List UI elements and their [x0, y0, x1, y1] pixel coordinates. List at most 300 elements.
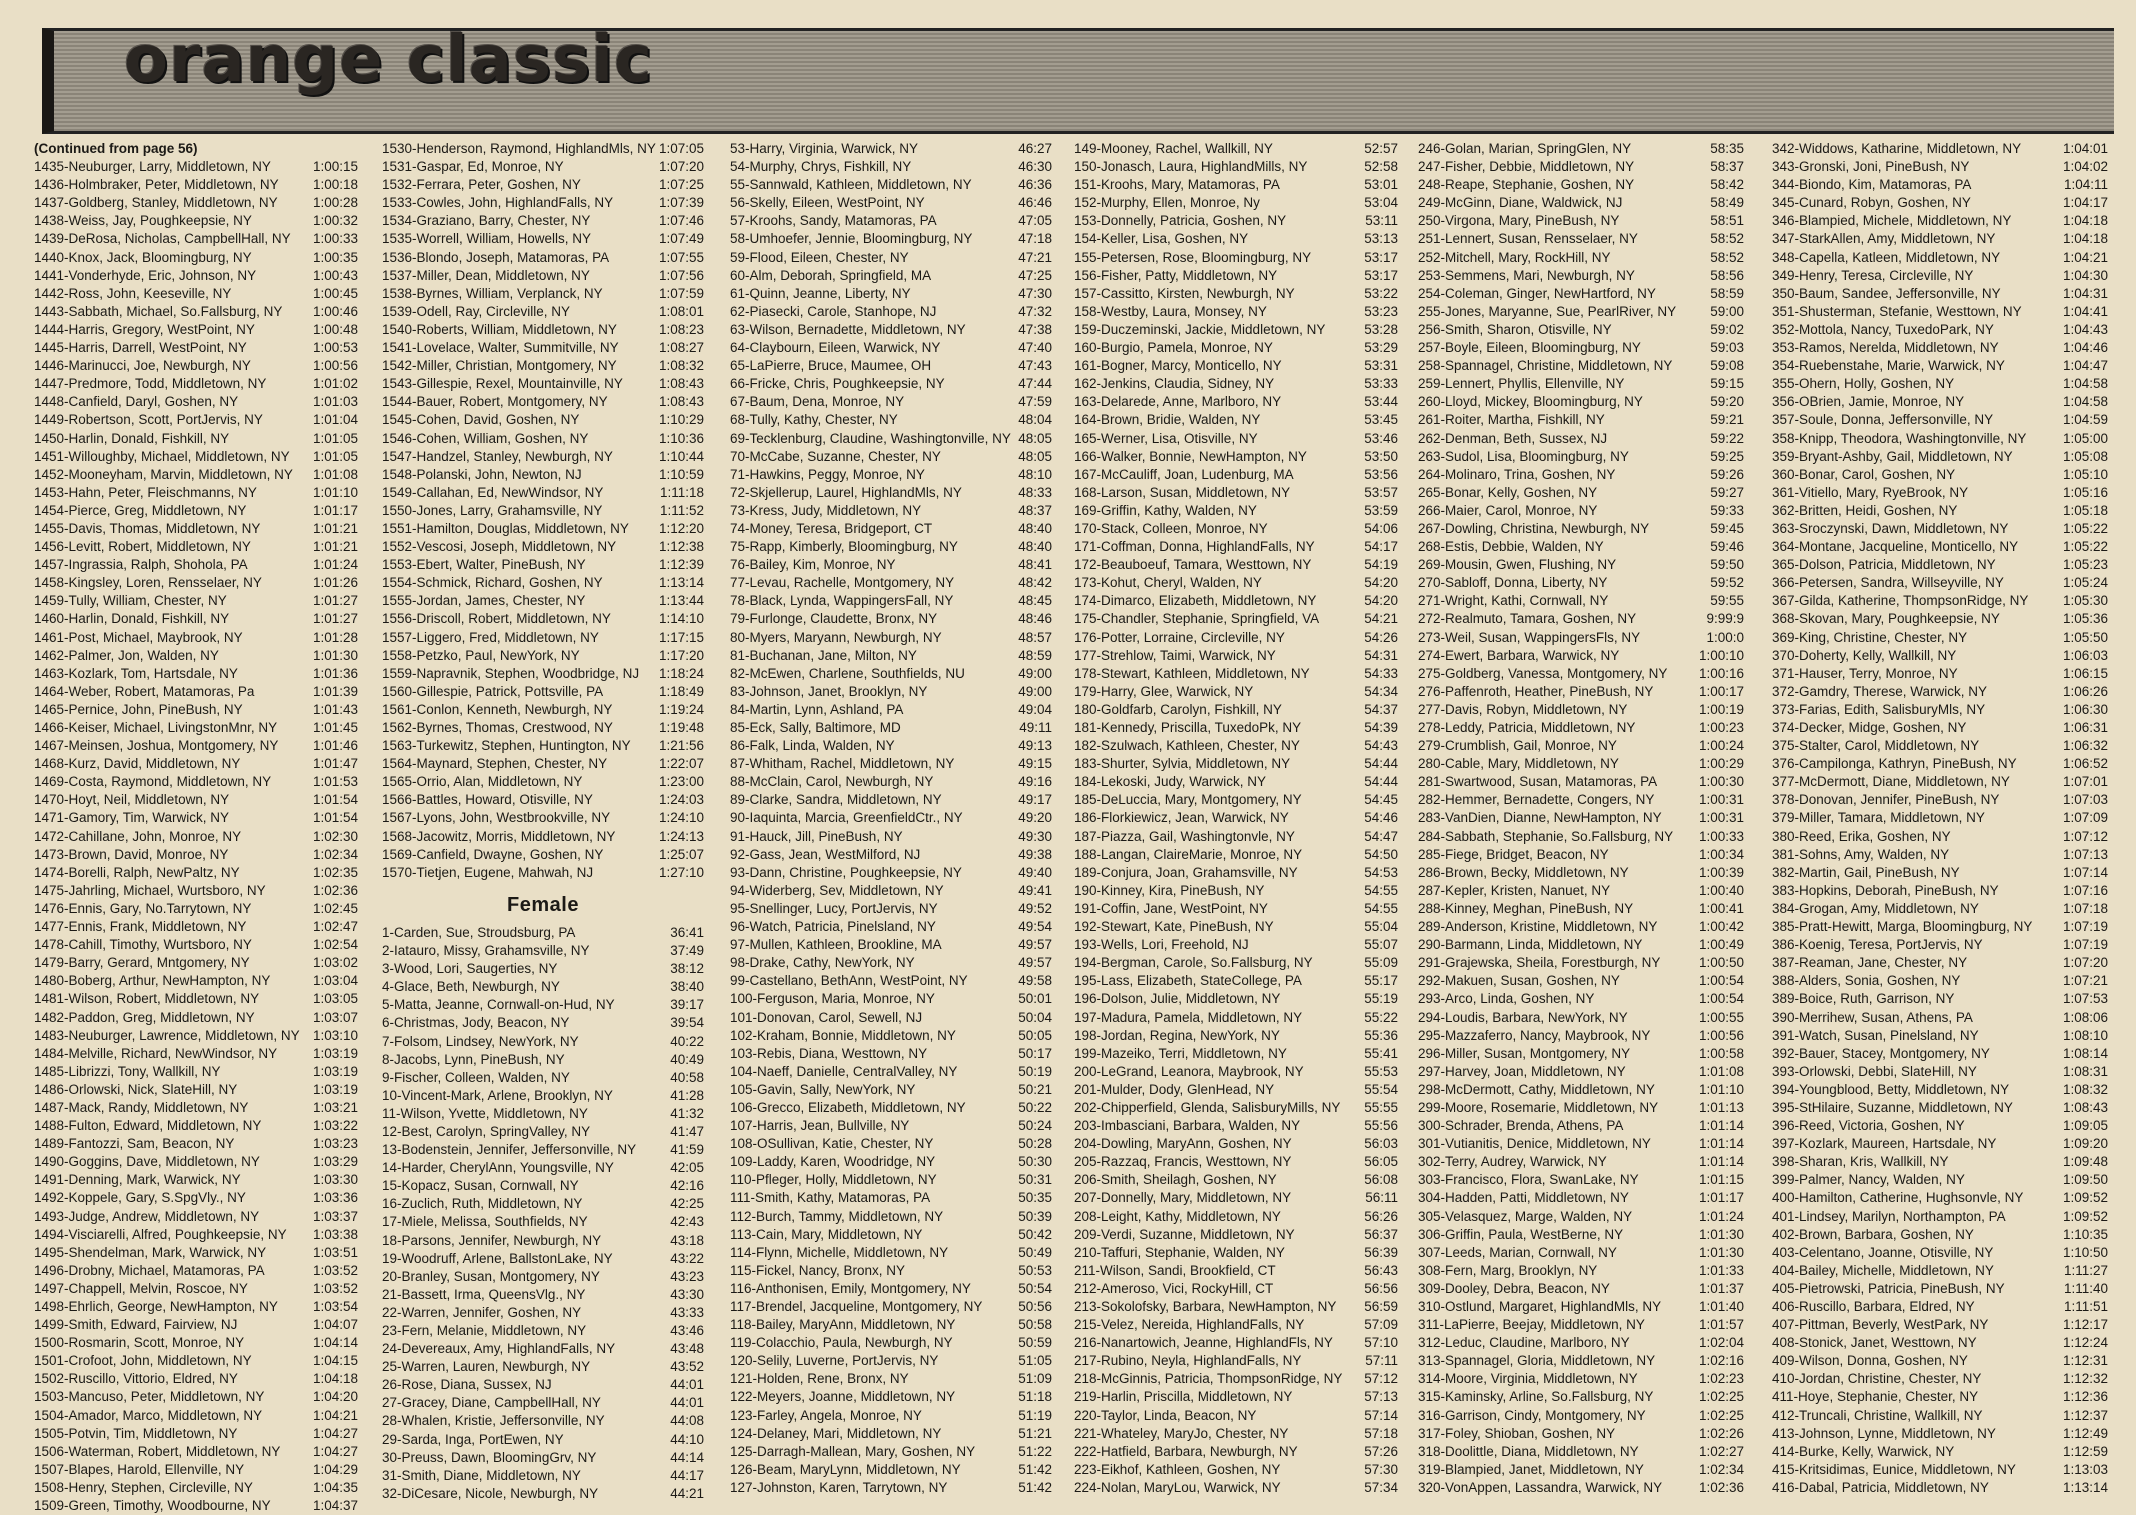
result-row [1418, 1226, 1744, 1244]
runner-entry: 376-Campilonga, Kathryn, PineBush, NY [1772, 756, 2017, 772]
finish-time: 48:10 [1018, 466, 1052, 482]
finish-time: 1:05:30 [2062, 593, 2108, 609]
finish-time: 1:18:24 [658, 665, 704, 681]
finish-time: 58:35 [1710, 141, 1744, 156]
finish-time: 58:52 [1710, 231, 1744, 247]
runner-entry: 198-Jordan, Regina, NewYork, NY [1074, 1027, 1280, 1043]
runner-entry: 63-Wilson, Bernadette, Middletown, NY [730, 321, 966, 337]
finish-time: 54:33 [1364, 665, 1398, 681]
finish-time: 59:22 [1710, 430, 1744, 446]
finish-time: 41:28 [670, 1087, 704, 1103]
result-row [1418, 918, 1744, 936]
result-row [1418, 1135, 1744, 1153]
finish-time: 44:10 [670, 1431, 704, 1447]
result-row [1772, 972, 2108, 990]
runner-entry: 410-Jordan, Christine, Chester, NY [1772, 1371, 1982, 1387]
runner-entry: 206-Smith, Sheilagh, Goshen, NY [1074, 1172, 1277, 1188]
runner-entry: 1435-Neuburger, Larry, Middletown, NY [34, 159, 271, 175]
finish-time: 44:08 [670, 1413, 704, 1429]
finish-time: 1:23:00 [658, 774, 704, 790]
finish-time: 56:39 [1364, 1244, 1398, 1260]
finish-time: 1:05:08 [2062, 448, 2108, 464]
runner-entry: 158-Westby, Laura, Monsey, NY [1074, 303, 1267, 319]
finish-time: 50:39 [1018, 1208, 1052, 1224]
runner-entry: 222-Hatfield, Barbara, Newburgh, NY [1074, 1443, 1298, 1459]
runner-entry: 274-Ewert, Barbara, Warwick, NY [1418, 647, 1620, 663]
result-row [382, 448, 704, 466]
finish-time: 58:49 [1710, 195, 1744, 211]
finish-time: 1:01:14 [1698, 1118, 1744, 1134]
finish-time: 1:24:03 [658, 792, 704, 808]
runner-entry: 112-Burch, Tammy, Middletown, NY [730, 1208, 944, 1224]
result-row [730, 1009, 1052, 1027]
result-row [382, 1177, 704, 1195]
finish-time: 54:53 [1364, 864, 1398, 880]
result-row [1074, 972, 1398, 990]
finish-time: 53:46 [1364, 430, 1398, 446]
runner-entry: 93-Dann, Christine, Poughkeepsie, NY [730, 864, 962, 880]
runner-entry: 1539-Odell, Ray, Circleville, NY [382, 303, 571, 319]
runner-entry: 67-Baum, Dena, Monroe, NY [730, 394, 905, 410]
finish-time: 1:01:28 [312, 629, 358, 645]
runner-entry: 371-Hauser, Terry, Monroe, NY [1772, 665, 1958, 681]
runner-entry: 170-Stack, Colleen, Monroe, NY [1074, 520, 1268, 536]
result-row [730, 176, 1052, 194]
finish-time: 1:02:27 [1698, 1443, 1744, 1459]
result-row [1074, 791, 1398, 809]
finish-time: 58:51 [1710, 213, 1744, 229]
result-row [1418, 990, 1744, 1008]
result-row [1772, 430, 2108, 448]
result-row [34, 303, 358, 321]
runner-entry: 1444-Harris, Gregory, WestPoint, NY [34, 321, 255, 337]
finish-time: 1:13:44 [658, 593, 704, 609]
finish-time: 1:04:11 [2063, 177, 2108, 193]
result-row [1418, 882, 1744, 900]
result-row [1074, 1153, 1398, 1171]
result-row [730, 448, 1052, 466]
runner-entry: 307-Leeds, Marian, Cornwall, NY [1418, 1244, 1617, 1260]
result-row [1772, 176, 2108, 194]
finish-time: 1:19:24 [658, 701, 704, 717]
result-row [34, 629, 358, 647]
result-row [730, 647, 1052, 665]
finish-time: 1:27:10 [658, 864, 704, 880]
runner-entry: 1494-Visciarelli, Alfred, Poughkeepsie, NY [34, 1226, 287, 1242]
finish-time: 1:02:34 [1698, 1461, 1744, 1477]
finish-time: 1:13:14 [658, 575, 704, 591]
runner-entry: 1438-Weiss, Jay, Poughkeepsie, NY [34, 213, 252, 229]
runner-entry: 354-Ruebenstahe, Marie, Warwick, NY [1772, 358, 2005, 374]
runner-entry: 1481-Wilson, Robert, Middletown, NY [34, 991, 260, 1007]
result-row [382, 755, 704, 773]
runner-entry: 119-Colacchio, Paula, Newburgh, NY [730, 1335, 953, 1351]
result-row [34, 1153, 358, 1171]
finish-time: 1:07:20 [2062, 955, 2108, 971]
result-row [1074, 303, 1398, 321]
finish-time: 50:35 [1018, 1190, 1052, 1206]
result-row [1772, 864, 2108, 882]
result-row [34, 1298, 358, 1316]
finish-time: 1:12:17 [2062, 1317, 2108, 1333]
runner-entry: 20-Branley, Susan, Montgomery, NY [382, 1268, 600, 1284]
result-row [1074, 610, 1398, 628]
finish-time: 1:02:16 [1698, 1353, 1744, 1369]
result-row [1772, 375, 2108, 393]
result-row [1418, 1208, 1744, 1226]
runner-entry: 295-Mazzaferro, Nancy, Maybrook, NY [1418, 1027, 1651, 1043]
result-row [1772, 1135, 2108, 1153]
result-row [382, 719, 704, 737]
results-column-4 [1074, 140, 1398, 1497]
result-row [1772, 1316, 2108, 1334]
result-row [34, 809, 358, 827]
result-row [1772, 1027, 2108, 1045]
result-row [382, 864, 704, 882]
finish-time: 50:04 [1018, 1009, 1052, 1025]
result-row [730, 1099, 1052, 1117]
result-row [1074, 1063, 1398, 1081]
result-row [382, 610, 704, 628]
runner-entry: 300-Schrader, Brenda, Athens, PA [1418, 1118, 1624, 1134]
result-row [1418, 1244, 1744, 1262]
finish-time: 47:43 [1018, 358, 1052, 374]
result-row [34, 846, 358, 864]
result-row [34, 1099, 358, 1117]
result-row [1418, 791, 1744, 809]
result-row [34, 900, 358, 918]
result-row [1772, 900, 2108, 918]
finish-time: 49:16 [1018, 774, 1052, 790]
runner-entry: 1454-Pierce, Greg, Middletown, NY [34, 502, 247, 518]
result-row [1772, 773, 2108, 791]
result-row [730, 1370, 1052, 1388]
runner-entry: 1492-Koppele, Gary, S.SpgVly., NY [34, 1190, 246, 1206]
result-row [382, 1467, 704, 1485]
finish-time: 50:59 [1018, 1335, 1052, 1351]
result-row [1074, 556, 1398, 574]
runner-entry: 85-Eck, Sally, Baltimore, MD [730, 720, 901, 735]
result-row [382, 1213, 704, 1231]
result-row [382, 176, 704, 194]
runner-entry: 117-Brendel, Jacqueline, Montgomery, NY [730, 1299, 983, 1314]
finish-time: 1:07:14 [2062, 864, 2108, 880]
finish-time: 1:04:41 [2062, 303, 2108, 319]
result-row [1772, 1189, 2108, 1207]
result-row [34, 1461, 358, 1479]
finish-time: 54:17 [1364, 539, 1398, 555]
finish-time: 43:23 [670, 1268, 704, 1284]
result-row [34, 574, 358, 592]
runner-entry: 379-Miller, Tamara, Middletown, NY [1772, 810, 1985, 826]
result-row [382, 158, 704, 176]
runner-entry: 211-Wilson, Sandi, Brookfield, CT [1074, 1262, 1276, 1278]
finish-time: 1:01:14 [1698, 1136, 1744, 1152]
runner-entry: 182-Szulwach, Kathleen, Chester, NY [1074, 738, 1300, 754]
result-row [1418, 230, 1744, 248]
finish-time: 53:01 [1364, 177, 1398, 193]
finish-time: 1:08:23 [658, 321, 704, 337]
finish-time: 1:06:26 [2062, 683, 2108, 699]
result-row [730, 900, 1052, 918]
finish-time: 54:19 [1364, 557, 1398, 573]
finish-time: 59:08 [1710, 358, 1744, 374]
runner-entry: 1467-Meinsen, Joshua, Montgomery, NY [34, 738, 279, 754]
finish-time: 1:00:54 [1698, 991, 1744, 1007]
result-row [382, 1250, 704, 1268]
result-row [730, 972, 1052, 990]
runner-entry: 1474-Borelli, Ralph, NewPaltz, NY [34, 864, 240, 880]
finish-time: 50:28 [1018, 1136, 1052, 1152]
runner-entry: 368-Skovan, Mary, Poughkeepsie, NY [1772, 611, 2000, 627]
finish-time: 40:58 [670, 1069, 704, 1085]
finish-time: 39:17 [670, 997, 704, 1013]
runner-entry: 26-Rose, Diana, Sussex, NJ [382, 1377, 552, 1393]
finish-time: 1:01:08 [1698, 1063, 1744, 1079]
result-row [730, 430, 1052, 448]
runner-entry: 266-Maier, Carol, Monroe, NY [1418, 502, 1598, 518]
result-row [1074, 267, 1398, 285]
finish-time: 44:14 [670, 1449, 704, 1465]
finish-time: 1:01:10 [312, 484, 358, 500]
finish-time: 54:20 [1364, 575, 1398, 591]
finish-time: 47:44 [1018, 376, 1052, 392]
runner-entry: 1476-Ennis, Gary, No.Tarrytown, NY [34, 900, 252, 916]
finish-time: 1:04:47 [2062, 358, 2108, 374]
runner-entry: 362-Britten, Heidi, Goshen, NY [1772, 502, 1958, 518]
runner-entry: 106-Grecco, Elizabeth, Middletown, NY [730, 1099, 966, 1115]
result-row [34, 972, 358, 990]
runner-entry: 373-Farias, Edith, SalisburyMls, NY [1772, 701, 1986, 717]
finish-time: 53:45 [1364, 412, 1398, 428]
finish-time: 1:03:07 [312, 1009, 358, 1025]
result-row [1074, 321, 1398, 339]
result-row [382, 1358, 704, 1376]
finish-time: 52:57 [1364, 141, 1398, 156]
runner-entry: 369-King, Christine, Chester, NY [1772, 629, 1968, 645]
runner-entry: 188-Langan, ClaireMarie, Monroe, NY [1074, 846, 1303, 862]
result-row [34, 502, 358, 520]
finish-time: 42:43 [670, 1214, 704, 1230]
result-row [1772, 683, 2108, 701]
result-row [1074, 574, 1398, 592]
finish-time: 49:04 [1018, 701, 1052, 717]
result-row [1772, 1099, 2108, 1117]
runner-entry: 105-Gavin, Sally, NewYork, NY [730, 1081, 916, 1097]
result-row [730, 321, 1052, 339]
result-row [1772, 1171, 2108, 1189]
result-row [1418, 538, 1744, 556]
result-row [382, 212, 704, 230]
finish-time: 1:06:52 [2062, 756, 2108, 772]
result-row [34, 212, 358, 230]
result-row [1418, 1370, 1744, 1388]
finish-time: 50:58 [1018, 1317, 1052, 1333]
finish-time: 48:40 [1018, 539, 1052, 555]
runner-entry: 91-Hauck, Jill, PineBush, NY [730, 828, 903, 844]
finish-time: 48:45 [1018, 593, 1052, 609]
result-row [1074, 918, 1398, 936]
runner-entry: 350-Baum, Sandee, Jeffersonville, NY [1772, 285, 2001, 301]
finish-time: 1:00:17 [1698, 683, 1744, 699]
runner-entry: 221-Whateley, MaryJo, Chester, NY [1074, 1425, 1289, 1441]
runner-entry: 283-VanDien, Dianne, NewHampton, NY [1418, 810, 1662, 826]
result-row [1418, 1117, 1744, 1135]
result-row [1772, 1117, 2108, 1135]
finish-time: 49:11 [1019, 720, 1052, 735]
result-row [34, 737, 358, 755]
runner-entry: 27-Gracey, Diane, CampbellHall, NY [382, 1395, 601, 1411]
result-row [382, 194, 704, 212]
runner-entry: 154-Keller, Lisa, Goshen, NY [1074, 231, 1249, 247]
finish-time: 1:01:33 [1698, 1262, 1744, 1278]
runner-entry: 99-Castellano, BethAnn, WestPoint, NY [730, 973, 968, 989]
runner-entry: 1440-Knox, Jack, Bloomingburg, NY [34, 249, 252, 265]
finish-time: 47:38 [1018, 321, 1052, 337]
result-row [34, 249, 358, 267]
result-row [34, 194, 358, 212]
result-row [1772, 1009, 2108, 1027]
runner-entry: 399-Palmer, Nancy, Walden, NY [1772, 1172, 1965, 1188]
result-row [1418, 1009, 1744, 1027]
runner-entry: 1569-Canfield, Dwayne, Goshen, NY [382, 846, 604, 862]
result-row [34, 990, 358, 1008]
runner-entry: 1540-Roberts, William, Middletown, NY [382, 321, 617, 337]
result-row [730, 1117, 1052, 1135]
finish-time: 1:03:21 [312, 1099, 358, 1115]
result-row [730, 1081, 1052, 1099]
result-row [1418, 1298, 1744, 1316]
result-row [34, 791, 358, 809]
finish-time: 57:18 [1364, 1425, 1398, 1441]
result-row [730, 249, 1052, 267]
runner-entry: 184-Lekoski, Judy, Warwick, NY [1074, 774, 1267, 790]
runner-entry: 1552-Vescosi, Joseph, Middletown, NY [382, 539, 617, 555]
finish-time: 1:01:37 [1698, 1280, 1744, 1296]
result-row [1418, 1352, 1744, 1370]
result-row [1772, 755, 2108, 773]
finish-time: 1:03:23 [312, 1136, 358, 1152]
result-row [730, 230, 1052, 248]
result-row [34, 1135, 358, 1153]
runner-entry: 4-Glace, Beth, Newburgh, NY [382, 979, 560, 995]
result-row [34, 357, 358, 375]
result-row [382, 1394, 704, 1412]
runner-entry: 1509-Green, Timothy, Woodbourne, NY [34, 1498, 271, 1514]
result-row [382, 556, 704, 574]
result-row [1772, 1262, 2108, 1280]
result-row [382, 249, 704, 267]
result-row [1074, 194, 1398, 212]
finish-time: 1:01:30 [1698, 1244, 1744, 1260]
finish-time: 1:10:36 [658, 430, 704, 446]
runner-entry: 1500-Rosmarin, Scott, Monroe, NY [34, 1335, 245, 1351]
finish-time: 53:50 [1364, 448, 1398, 464]
runner-entry: 346-Blampied, Michele, Middletown, NY [1772, 213, 2012, 229]
finish-time: 49:52 [1018, 900, 1052, 916]
finish-time: 1:04:21 [2062, 249, 2108, 265]
result-row [34, 1171, 358, 1189]
result-row [1418, 629, 1744, 647]
result-row [730, 665, 1052, 683]
runner-entry: 390-Merrihew, Susan, Athens, PA [1772, 1009, 1973, 1025]
runner-entry: 247-Fisher, Debbie, Middletown, NY [1418, 159, 1635, 175]
runner-entry: 66-Fricke, Chris, Poughkeepsie, NY [730, 376, 945, 392]
runner-entry: 159-Duczeminski, Jackie, Middletown, NY [1074, 321, 1326, 337]
finish-time: 58:52 [1710, 249, 1744, 265]
result-row [34, 339, 358, 357]
runner-entry: 1566-Battles, Howard, Otisville, NY [382, 792, 593, 808]
runner-entry: 200-LeGrand, Leanora, Maybrook, NY [1074, 1063, 1304, 1079]
runner-entry: 1508-Henry, Stephen, Circleville, NY [34, 1479, 253, 1495]
runner-entry: 65-LaPierre, Bruce, Maumee, OH [730, 358, 932, 374]
result-row [1074, 466, 1398, 484]
runner-entry: 1453-Hahn, Peter, Fleischmanns, NY [34, 484, 257, 500]
runner-entry: 78-Black, Lynda, WappingersFall, NY [730, 593, 954, 609]
finish-time: 1:10:59 [658, 466, 704, 482]
finish-time: 1:03:02 [312, 955, 358, 971]
result-row [382, 520, 704, 538]
runner-entry: 291-Grajewska, Sheila, Forestburgh, NY [1418, 955, 1661, 971]
result-row [1418, 972, 1744, 990]
finish-time: 1:10:44 [658, 448, 704, 464]
result-row [1074, 538, 1398, 556]
result-row [34, 683, 358, 701]
finish-time: 1:01:26 [312, 575, 358, 591]
finish-time: 1:04:27 [312, 1425, 358, 1441]
runner-entry: 1543-Gillespie, Rexel, Mountainville, NY [382, 376, 623, 392]
result-row [34, 285, 358, 303]
finish-time: 1:08:06 [2062, 1009, 2108, 1025]
runner-entry: 10-Vincent-Mark, Arlene, Brooklyn, NY [382, 1087, 613, 1103]
runner-entry: 389-Boice, Ruth, Garrison, NY [1772, 991, 1955, 1007]
runner-entry: 378-Donovan, Jennifer, PineBush, NY [1772, 792, 2000, 808]
runner-entry: 29-Sarda, Inga, PortEwen, NY [382, 1431, 564, 1447]
runner-entry: 172-Beauboeuf, Tamara, Westtown, NY [1074, 557, 1312, 573]
finish-time: 53:04 [1364, 195, 1398, 211]
result-row [1418, 1407, 1744, 1425]
finish-time: 1:00:18 [312, 177, 358, 193]
runner-entry: 289-Anderson, Kristine, Middletown, NY [1418, 919, 1658, 935]
runner-entry: 1461-Post, Michael, Maybrook, NY [34, 629, 243, 645]
result-row [34, 538, 358, 556]
runner-entry: 23-Fern, Melanie, Middletown, NY [382, 1323, 587, 1338]
result-row [382, 375, 704, 393]
result-row [1074, 954, 1398, 972]
result-row [382, 809, 704, 827]
runner-entry: 286-Brown, Becky, Middletown, NY [1418, 864, 1629, 880]
finish-time: 1:03:19 [312, 1045, 358, 1061]
finish-time: 1:08:27 [658, 340, 704, 356]
runner-entry: 62-Piasecki, Carole, Stanhope, NJ [730, 303, 937, 319]
finish-time: 1:09:52 [2062, 1208, 2108, 1224]
finish-time: 1:02:47 [312, 919, 358, 935]
finish-time: 48:59 [1018, 647, 1052, 663]
result-row [1772, 520, 2108, 538]
finish-time: 49:57 [1018, 955, 1052, 971]
result-row [730, 1316, 1052, 1334]
runner-entry: 1466-Keiser, Michael, LivingstonMnr, NY [34, 720, 278, 735]
finish-time: 1:04:58 [2062, 394, 2108, 410]
runner-entry: 306-Griffin, Paula, WestBerne, NY [1418, 1226, 1624, 1242]
finish-time: 49:38 [1018, 846, 1052, 862]
result-row [382, 1412, 704, 1430]
result-row [1418, 610, 1744, 628]
result-row [382, 574, 704, 592]
runner-entry: 360-Bonar, Carol, Goshen, NY [1772, 466, 1956, 482]
finish-time: 51:42 [1018, 1461, 1052, 1477]
finish-time: 59:26 [1710, 466, 1744, 482]
